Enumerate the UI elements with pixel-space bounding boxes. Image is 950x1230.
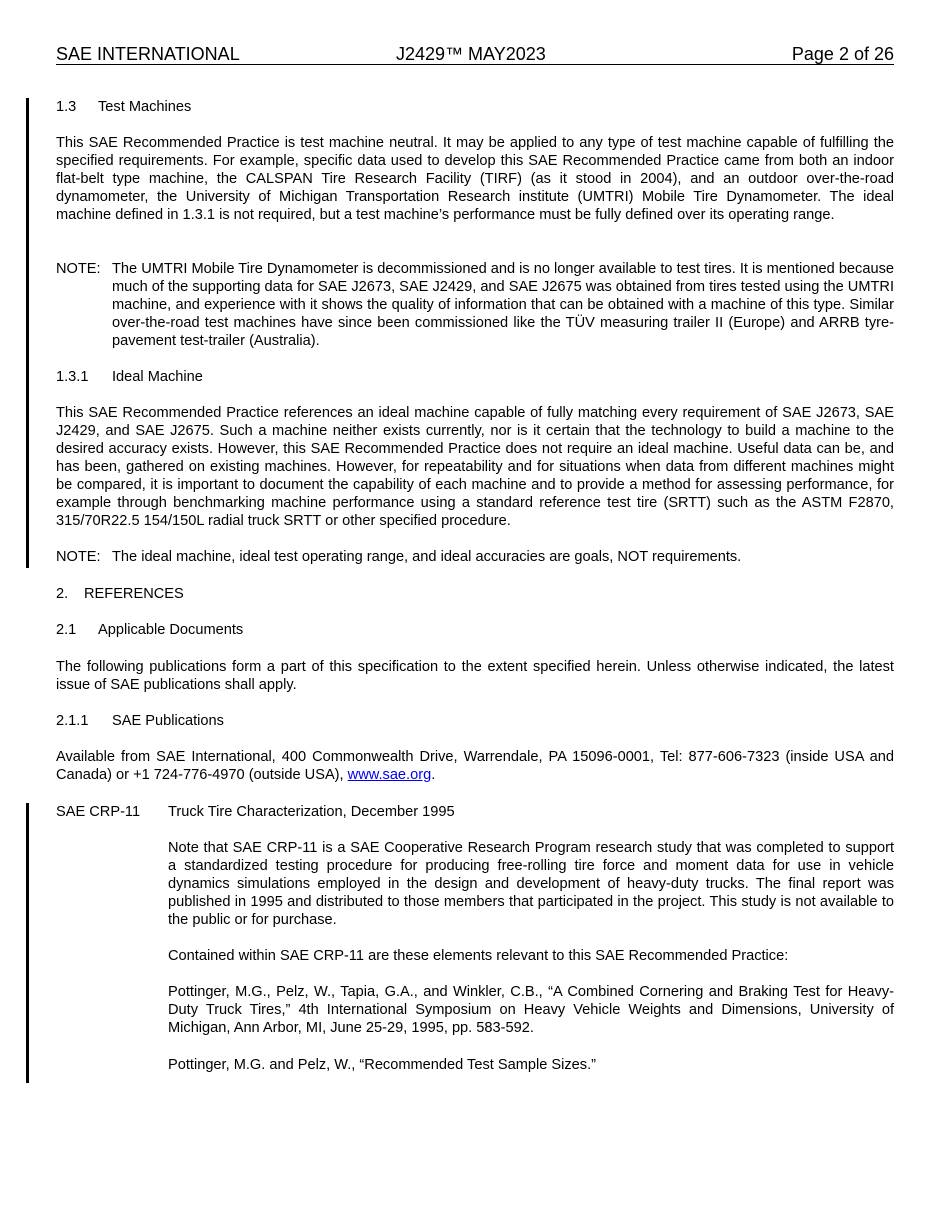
paragraph-crp11-contained: Contained within SAE CRP-11 are these elements relevant to this SAE Recommended Practice: xyxy=(168,948,789,964)
section-heading-1-3-1 xyxy=(56,368,203,386)
paragraph-crp11-note: Note that SAE CRP-11 is a SAE Cooperative Research Program research study that was completed to support a standardized testing procedure for producing free-rolling tire force and moment data for use in vehicle dynamics simulations employed in the design and development of heavy-duty trucks. The final report was published in 1995 and distributed to those members that participated in the project. This study is not available to the public or for purchase. xyxy=(168,840,894,928)
reference-entry: Pottinger, M.G. and Pelz, W., “Recommended Test Sample Sizes.” xyxy=(168,1057,596,1073)
paragraph-test-machines: This SAE Recommended Practice is test machine neutral. It may be applied to any type of test machine capable of fulfilling the specified requirements. For example, specific data used to develop this SAE Recommended Practice came from both an indoor flat-belt type machine, the CALSPAN Tire Research Facility (TIRF) (as it stood in 2004), and an outdoor over-the-road dynamometer, the University of Michigan Transportation Research institute (UMTRI) Mobile Tire Dynamometer. The ideal machine defined in 1.3.1 is not required, but a test machine’s performance must be fully defined over its operating range. xyxy=(56,135,894,223)
reference-title: Truck Tire Characterization, December 1995 xyxy=(168,804,455,820)
paragraph-sae-publications xyxy=(56,748,894,784)
publications-text-end: . xyxy=(431,767,436,783)
section-heading-2-1-1 xyxy=(56,712,224,730)
sae-website-link[interactable]: www.sae.org xyxy=(347,767,432,783)
section-title: Test Machines xyxy=(98,99,192,115)
section-title: REFERENCES xyxy=(84,586,184,602)
change-bar xyxy=(26,98,29,568)
section-number: 2.1.1 xyxy=(56,713,89,729)
note-label: NOTE: xyxy=(56,549,101,565)
note-label: NOTE: xyxy=(56,261,101,277)
section-title: Applicable Documents xyxy=(98,622,244,638)
section-number: 1.3.1 xyxy=(56,369,89,385)
note-ideal-machine xyxy=(56,548,894,566)
header-page-number: Page 2 of 26 xyxy=(791,44,894,64)
section-title: SAE Publications xyxy=(112,713,224,729)
header-org: SAE INTERNATIONAL xyxy=(56,44,240,64)
header-doc-id: J2429™ MAY2023 xyxy=(396,44,546,64)
publications-text: Available from SAE International, 400 Commonwealth Drive, Warrendale, PA 15096-0001, Tel: 877-606-7323 (inside USA and Canada) or +1 724-776-4970 (outside USA), xyxy=(56,749,894,783)
section-heading-2 xyxy=(56,585,184,603)
reference-entry: Pottinger, M.G., Pelz, W., Tapia, G.A., and Winkler, C.B., “A Combined Cornering and Braking Test for Heavy-Duty Truck Tires,” 4th International Symposium on Heavy Vehicle Weights and Dimensions, University of Michigan, Ann Arbor, MI, June 25-29, 1995, pp. 583-592. xyxy=(168,984,894,1036)
section-number: 2. xyxy=(56,586,69,602)
note-text: The ideal machine, ideal test operating range, and ideal accuracies are goals, NOT requirements. xyxy=(112,549,742,565)
note-umtri xyxy=(56,260,894,350)
page-header xyxy=(56,44,894,65)
section-title: Ideal Machine xyxy=(112,369,203,385)
reference-label: SAE CRP-11 xyxy=(56,804,141,820)
note-text: The UMTRI Mobile Tire Dynamometer is decommissioned and is no longer available to test tires. It is mentioned because much of the supporting data for SAE J2673, SAE J2429, and SAE J2675 was obtained from tires tested using the UMTRI machine, and experience with it shows the quality of information that can be obtained with a machine of this type. Similar over-the-road test machines have since been commissioned like the TÜV measuring trailer II (Europe) and ARRB tyre-pavement test-trailer (Australia). xyxy=(112,261,895,349)
section-number: 2.1 xyxy=(56,622,77,638)
paragraph-ideal-machine: This SAE Recommended Practice references an ideal machine capable of fully matching every requirement of SAE J2673, SAE J2429, and SAE J2675. Such a machine neither exists currently, nor is it certain that the technology to build a machine to the desired accuracy exists. However, this SAE Recommended Practice does not require an ideal machine. Useful data can be, and has been, gathered on existing machines. However, for repeatability and for situations when data from different machines might be compared, it is important to document the capability of each machine and to provide a method for assessing performance, for example through benchmarking machine performance using a standard reference test tire (SRTT) such as the ASTM F2870, 315/70R22.5 154/150L radial truck SRTT or other specified procedure. xyxy=(56,405,894,529)
section-heading-2-1 xyxy=(56,621,243,639)
change-bar xyxy=(26,803,29,1083)
section-heading-1-3 xyxy=(56,98,191,116)
paragraph-applicable-documents: The following publications form a part of this specification to the extent specified herein. Unless otherwise indicated, the latest issue of SAE publications shall apply. xyxy=(56,659,894,693)
section-number: 1.3 xyxy=(56,99,77,115)
